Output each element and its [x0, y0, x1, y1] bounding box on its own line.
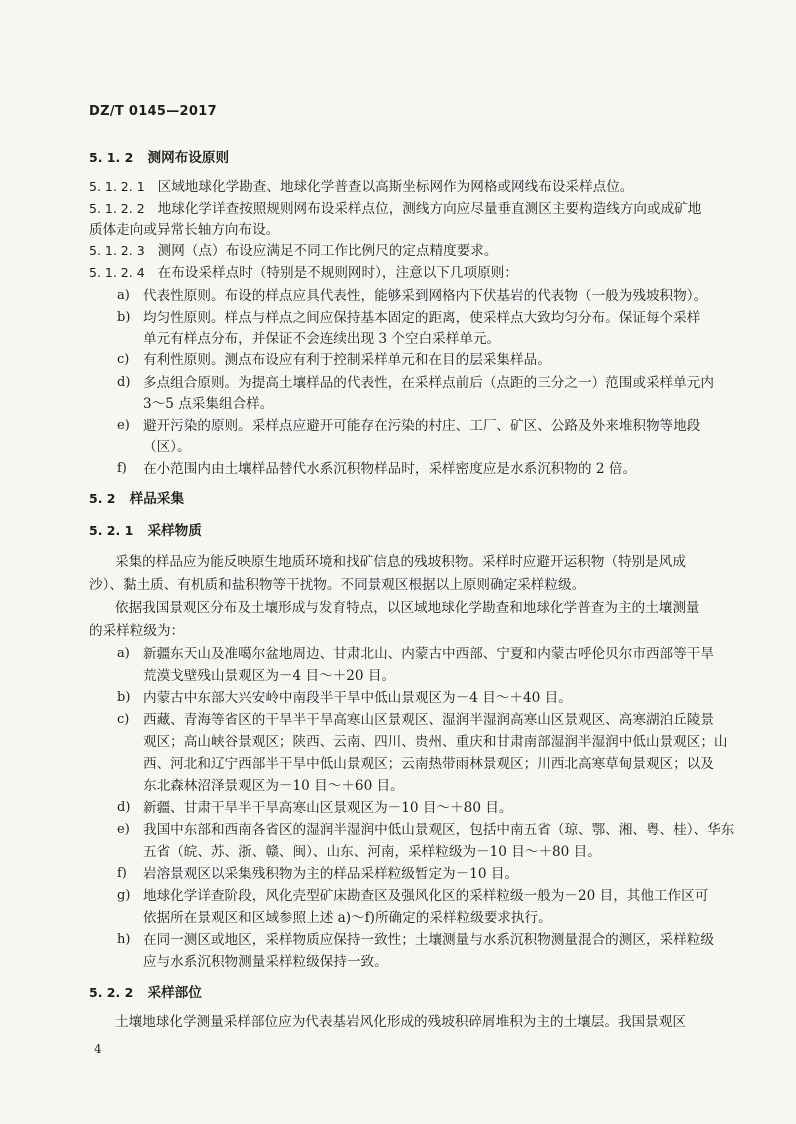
- list-marker: c): [117, 352, 130, 367]
- list-item-text: 在小范围内由土壤样品替代水系沉积物样品时，采样密度应是水系沉积物的 2 倍。: [143, 461, 637, 477]
- list-item-text: 代表性原则。布设的样点应具代表性，能够采到网格内下伏基岩的代表物（一般为残坡积物）。: [143, 288, 708, 304]
- list-marker: c): [117, 712, 130, 727]
- list-item-text: 地球化学详查阶段，风化壳型矿床勘查区及强风化区的采样粒级一般为－20 目，其他工作区可: [143, 888, 709, 904]
- list-marker: d): [117, 800, 131, 815]
- paragraph-line: 采集的样品应为能反映原生地质环境和找矿信息的残坡积物。采样时应避开运积物（特别是风成: [115, 554, 686, 570]
- paragraph-line: 沙）、黏土质、有机质和盐积物等干扰物。不同景观区根据以上原则确定采样粒级。: [89, 577, 586, 593]
- list-marker: b): [117, 310, 131, 325]
- list-item-text: 五省（皖、苏、浙、赣、闽）、山东、河南，采样粒级为－10 目～＋80 目。: [143, 844, 601, 860]
- clause-5-1-2-2: [89, 200, 701, 218]
- list-item-text: 依据所在景观区和区域参照上述 a)～f)所确定的采样粒级要求执行。: [143, 910, 552, 926]
- standard-code-header: DZ/T 0145—2017: [89, 104, 217, 119]
- list-item-text: 观区；高山峡谷景观区；陕西、云南、四川、贵州、重庆和甘肃南部湿润半湿润中低山景观区；山: [143, 734, 728, 750]
- list-item-text: 多点组合原则。为提高土壤样品的代表性，在采样点前后（点距的三分之一）范围或采样单元内: [143, 375, 714, 391]
- list-item-text: 新疆、甘肃干旱半干旱高寒山区景观区为－10 目～＋80 目。: [143, 800, 513, 816]
- paragraph-line: 土壤地球化学测量采样部位应为代表基岩风化形成的残坡积碎屑堆积为主的土壤层。我国景观区: [115, 1014, 686, 1030]
- clause-number: 5. 1. 2. 2: [89, 201, 145, 216]
- list-item-text: 我国中东部和西南各省区的湿润半湿润中低山景观区，包括中南五省（琼、鄂、湘、粤、桂）、华东: [143, 822, 735, 838]
- list-item-text: 西、河北和辽宁西部半干旱中低山景观区；云南热带雨林景观区；川西北高寒草甸景观区；以及: [143, 756, 714, 772]
- clause-5-1-2-4: [89, 264, 518, 282]
- list-marker: a): [117, 646, 130, 661]
- list-item-text: 岩溶景观区以采集残积物为主的样品采样粒级暂定为－10 目。: [143, 866, 519, 882]
- clause-text: 在布设采样点时（特别是不规则网时），注意以下几项原则：: [157, 265, 518, 281]
- list-marker: e): [117, 822, 130, 837]
- list-item-text: 3～5 点采集组合样。: [143, 396, 274, 412]
- page-number: 4: [94, 1042, 102, 1056]
- section-title: 测网布设原则: [147, 150, 230, 166]
- section-heading-5-2-1: [89, 522, 202, 540]
- section-number: 5. 2. 1: [89, 523, 134, 538]
- list-item-text: 东北森林沼泽景观区为－10 目～＋60 目。: [143, 778, 404, 794]
- clause-5-1-2-3: [89, 242, 497, 260]
- list-item-text: 荒漠戈壁残山景观区为－4 目～＋20 目。: [143, 668, 396, 684]
- paragraph-line: 的采样粒级为：: [89, 623, 185, 639]
- clause-text-continuation: 质体走向或异常长轴方向布设。: [89, 222, 280, 238]
- clause-number: 5. 1. 2. 3: [89, 243, 145, 258]
- section-title: 样品采集: [129, 491, 185, 507]
- list-marker: d): [117, 375, 131, 390]
- list-marker: b): [117, 690, 131, 705]
- list-item-text: 有利性原则。测点布设应有利于控制采样单元和在目的层采集样品。: [143, 352, 551, 368]
- clause-number: 5. 1. 2. 1: [89, 179, 145, 194]
- list-item-text: 均匀性原则。样点与样点之间应保持基本固定的距离，使采样点大致均匀分布。保证每个采样: [143, 310, 701, 326]
- list-marker: f): [117, 461, 127, 476]
- clause-text: 区域地球化学勘查、地球化学普查以高斯坐标网作为网格或网线布设采样点位。: [157, 179, 634, 195]
- list-item-text: 内蒙古中东部大兴安岭中南段半干旱中低山景观区为－4 目～＋40 目。: [143, 690, 572, 706]
- section-number: 5. 2: [89, 491, 116, 506]
- list-item-text: 单元有样点分布，并保证不会连续出现 3 个空白采样单元。: [143, 331, 501, 347]
- paragraph-line: 依据我国景观区分布及土壤形成与发育特点，以区域地球化学勘查和地球化学普查为主的土壤测量: [115, 600, 700, 616]
- section-heading-5-2-2: [89, 984, 202, 1002]
- section-title: 采样部位: [147, 985, 202, 1001]
- section-title: 采样物质: [147, 523, 202, 539]
- clause-text: 测网（点）布设应满足不同工作比例尺的定点精度要求。: [157, 243, 498, 259]
- list-marker: g): [117, 888, 131, 903]
- list-item-text: 避开污染的原则。采样点应避开可能存在污染的村庄、工厂、矿区、公路及外来堆积物等地段: [143, 418, 701, 434]
- list-item-text: 新疆东天山及准噶尔盆地周边、甘肃北山、内蒙古中西部、宁夏和内蒙古呼伦贝尔市西部等干旱: [143, 646, 714, 662]
- section-number: 5. 1. 2: [89, 150, 134, 165]
- list-marker: f): [117, 866, 127, 881]
- list-item-text: 应与水系沉积物测量采样粒级保持一致。: [143, 954, 388, 970]
- clause-text-line: 地球化学详查按照规则网布设采样点位，测线方向应尽量垂直测区主要构造线方向或成矿地: [157, 201, 702, 217]
- section-number: 5. 2. 2: [89, 985, 134, 1000]
- list-item-text: （区）。: [143, 439, 191, 455]
- list-marker: a): [117, 288, 130, 303]
- list-marker: e): [117, 418, 130, 433]
- section-heading-5-2: [89, 490, 184, 508]
- list-marker: h): [117, 932, 131, 947]
- clause-number: 5. 1. 2. 4: [89, 265, 145, 280]
- clause-5-1-2-1: [89, 178, 633, 196]
- list-item-text: 在同一测区或地区，采样物质应保持一致性；土壤测量与水系沉积物测量混合的测区，采样粒级: [143, 932, 714, 948]
- section-heading-5-1-2: [89, 149, 229, 167]
- list-item-text: 西藏、青海等省区的干旱半干旱高寒山区景观区、湿润半湿润高寒山区景观区、高寒湖泊丘陵景: [143, 712, 714, 728]
